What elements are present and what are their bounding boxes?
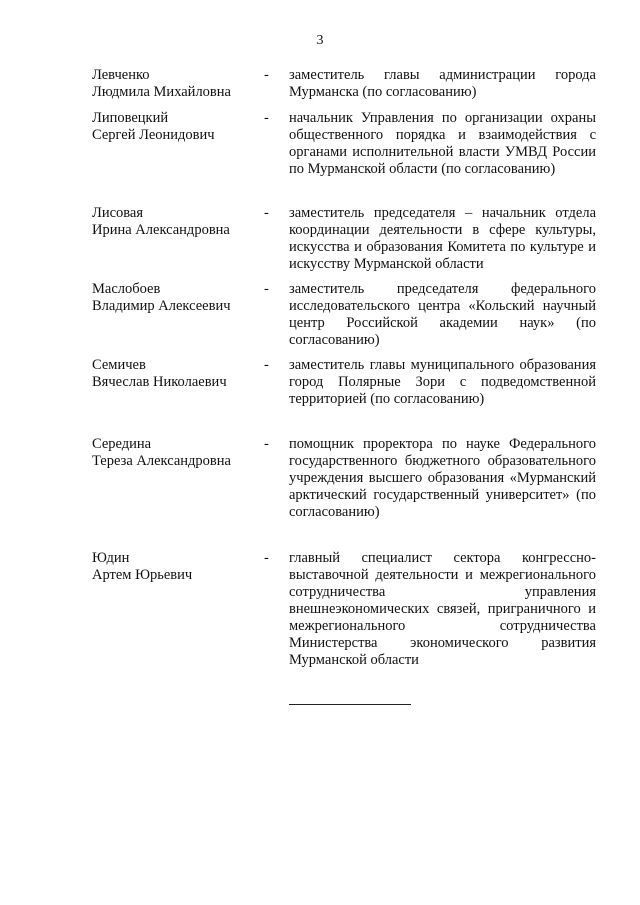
member-name [92,550,262,584]
member-surname: Липовецкий [92,110,169,126]
member-name [92,205,262,239]
member-name [92,110,262,144]
member-name [92,436,262,470]
member-surname: Маслобоев [92,281,161,297]
member-given-name: Вячеслав Николаевич [92,374,227,390]
member-given-name: Людмила Михайловна [92,84,231,100]
member-name [92,67,262,101]
separator-dash: - [264,357,269,373]
separator-dash: - [264,205,269,221]
separator-dash: - [264,281,269,297]
separator-dash: - [264,436,269,452]
member-role: главный специалист сектора конгрессно-выставочной деятельности и межрегионального сотрудничества управления внешнеэкономических связей, приграничного и межрегионального сотрудничества Министерства экономического развития Мурманской области [289,550,596,668]
member-given-name: Владимир Алексеевич [92,298,231,314]
member-surname: Семичев [92,357,146,373]
member-given-name: Сергей Леонидович [92,127,215,143]
member-role: помощник проректора по науке Федерального государственного бюджетного образовательного учреждения высшего образования «Мурманский арктический государственный университет» (по согласованию) [289,436,596,520]
separator-dash: - [264,110,269,126]
closing-rule [289,704,411,705]
member-name [92,357,262,391]
member-given-name: Артем Юрьевич [92,567,193,583]
member-surname: Левченко [92,67,150,83]
member-given-name: Тереза Александровна [92,453,231,469]
member-role: заместитель председателя – начальник отдела координации деятельности в сфере культуры, искусства и образования Комитета по культуре и искусству Мурманской области [289,205,596,272]
member-role: заместитель главы муниципального образования город Полярные Зори с подведомственной территорией (по согласованию) [289,357,596,407]
separator-dash: - [264,550,269,566]
member-surname: Юдин [92,550,130,566]
separator-dash: - [264,67,269,83]
member-role: заместитель главы администрации города Мурманска (по согласованию) [289,67,596,100]
member-surname: Лисовая [92,205,144,221]
member-role: заместитель председателя федерального исследовательского центра «Кольский научный центр Российской академии наук» (по согласованию) [289,281,596,348]
page-number: 3 [316,33,324,48]
member-name [92,281,262,315]
member-surname: Середина [92,436,152,452]
member-given-name: Ирина Александровна [92,222,230,238]
member-role: начальник Управления по организации охраны общественного порядка и взаимодействия с органами исполнительной власти УМВД России по Мурманской области (по согласованию) [289,110,596,177]
